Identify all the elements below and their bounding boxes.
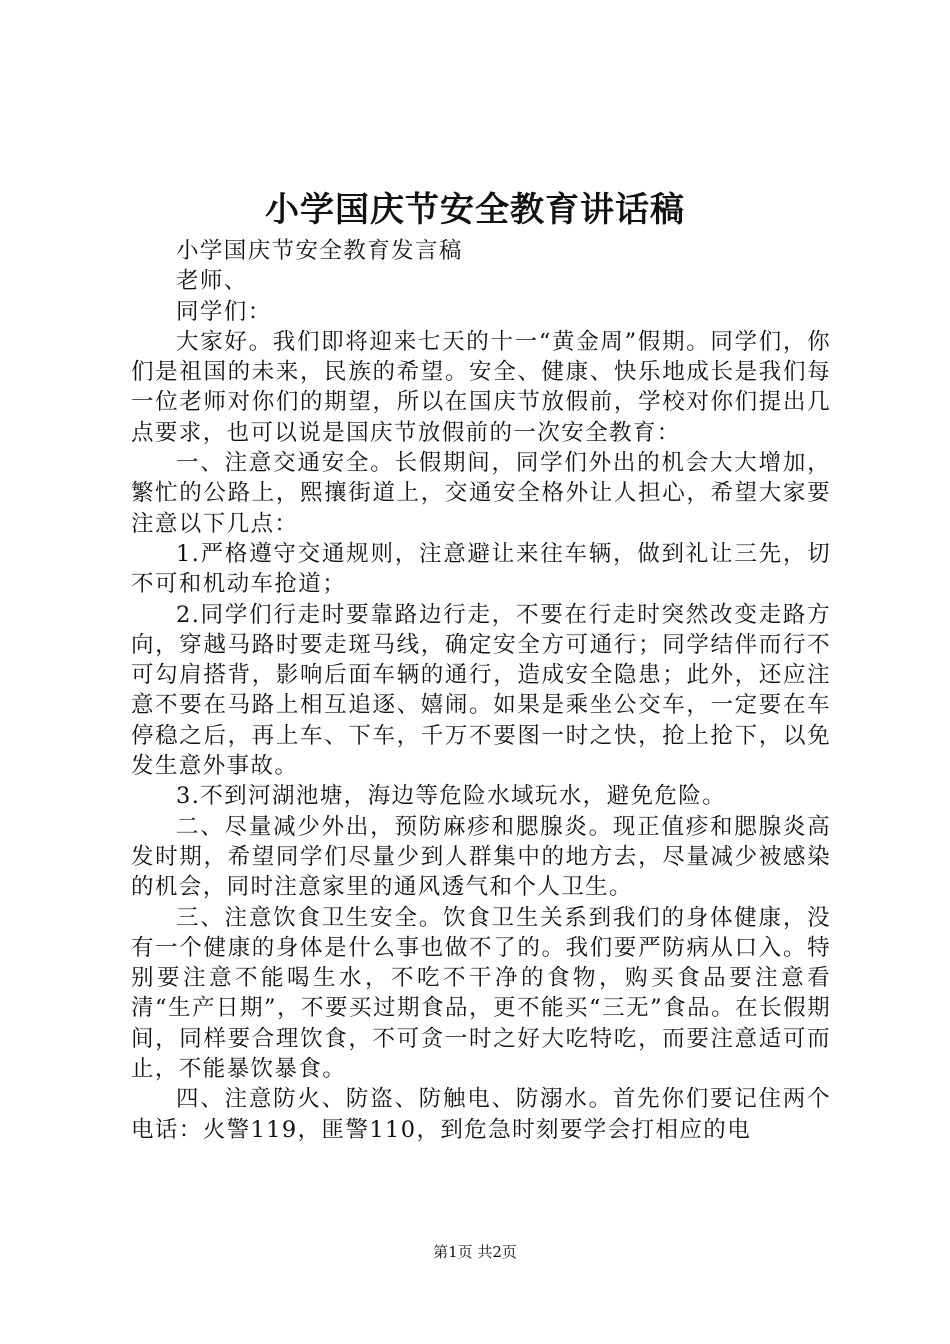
paragraph-greeting: 大家好。我们即将迎来七天的十一“黄金周”假期。同学们，你们是祖国的未来，民族的希望。安全、健康、快乐地成长是我们每一位老师对你们的期望，所以在国庆节放假前，学校对你们提出几点要求，也可以说是国庆节放假前的一次安全教育：: [131, 328, 831, 446]
paragraph-item-2: 2.同学们行走时要靠路边行走，不要在行走时突然改变走路方向，穿越马路时要走斑马线，确定安全方可通行；同学结伴而行不可勾肩搭背，影响后面车辆的通行，造成安全隐患；此外，还应注意不要在马路上相互追逐、嬉闹。如果是乘坐公交车，一定要在车停稳之后，再上车、下车，千万不要图一时之快，抢上抢下，以免发生意外事故。: [131, 601, 831, 780]
document-body: [131, 236, 831, 1145]
paragraph-salutation-teachers: 老师、: [176, 268, 248, 295]
paragraph-item-3: 3.不到河湖池塘，海边等危险水域玩水，避免危险。: [176, 783, 727, 810]
document-title: 小学国庆节安全教育讲话稿: [265, 190, 685, 230]
paragraph-salutation-students: 同学们：: [176, 298, 272, 325]
paragraph-section-traffic: 一、注意交通安全。长假期间，同学们外出的机会大大增加，繁忙的公路上，熙攘街道上，交通安全格外让人担心，希望大家要注意以下几点：: [131, 450, 831, 537]
paragraph-section-food: 三、注意饮食卫生安全。饮食卫生关系到我们的身体健康，没有一个健康的身体是什么事也做不了的。我们要严防病从口入。特别要注意不能喝生水，不吃不干净的食物，购买食品要注意看清“生产日期”，不要买过期食品，更不能买“三无”食品。在长假期间，同样要合理饮食，不可贪一时之好大吃特吃，而要注意适可而止，不能暴饮暴食。: [131, 904, 831, 1083]
paragraph-subtitle: 小学国庆节安全教育发言稿: [176, 238, 463, 264]
paragraph-section-fire: 四、注意防火、防盗、防触电、防溺水。首先你们要记住两个电话：火警119，匪警110，到危急时刻要学会打相应的电: [131, 1086, 831, 1143]
paragraph-section-disease: 二、尽量减少外出，预防麻疹和腮腺炎。现正值疹和腮腺炎高发时期，希望同学们尽量少到人群集中的地方去，尽量减少被感染的机会，同时注意家里的通风透气和个人卫生。: [131, 813, 831, 901]
page-footer: 第1页 共2页: [433, 1243, 517, 1261]
paragraph-item-1: 1.严格遵守交通规则，注意避让来往车辆，做到礼让三先，切不可和机动车抢道；: [131, 540, 831, 598]
